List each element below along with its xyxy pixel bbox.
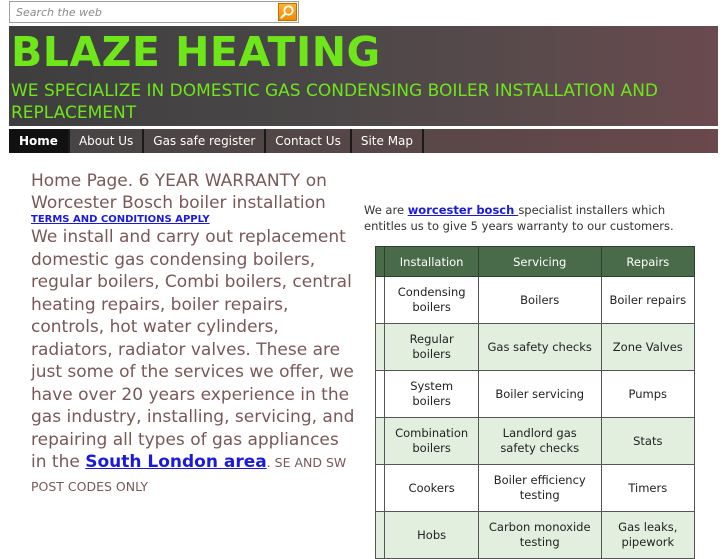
site-tagline: WE SPECIALIZE IN DOMESTIC GAS CONDENSING BOILER INSTALLATION AND REPLACEMENT xyxy=(11,81,658,123)
table-cell: Condensing boilers xyxy=(385,277,478,324)
table-cell: Regular boilers xyxy=(385,324,478,371)
table-cell: Boiler repairs xyxy=(601,277,694,324)
table-cell: Timers xyxy=(601,465,694,512)
table-row xyxy=(376,465,695,512)
search-box xyxy=(9,1,299,23)
table-cell: Landlord gas safety checks xyxy=(478,418,601,465)
postcodes-note: . SE AND SW POST CODES ONLY xyxy=(31,455,347,494)
table-cell: Boiler servicing xyxy=(478,371,601,418)
header-installation: Installation xyxy=(385,247,478,277)
search-button[interactable] xyxy=(278,3,297,21)
nav-site-map[interactable]: Site Map xyxy=(352,129,424,153)
table-cell: Combination boilers xyxy=(385,418,478,465)
nav-gas-safe-register[interactable]: Gas safe register xyxy=(144,129,266,153)
table-row xyxy=(376,418,695,465)
table-cell: System boilers xyxy=(385,371,478,418)
main-nav xyxy=(9,129,718,153)
header-repairs: Repairs xyxy=(601,247,694,277)
search-input[interactable] xyxy=(10,2,280,22)
table-cell-blank xyxy=(376,465,385,512)
table-row xyxy=(376,324,695,371)
table-cell: Pumps xyxy=(601,371,694,418)
site-title[interactable]: BLAZE HEATING xyxy=(11,28,381,76)
services-description xyxy=(31,226,356,498)
south-london-link[interactable]: South London area xyxy=(85,452,267,472)
table-header-blank xyxy=(376,247,385,277)
nav-home[interactable]: Home xyxy=(9,129,70,153)
table-cell: Gas leaks, pipework xyxy=(601,512,694,559)
services-table xyxy=(375,246,695,559)
table-row xyxy=(376,277,695,324)
table-header-row xyxy=(376,247,695,277)
warranty-intro-after: specialist installers which entitles us to give 5 years warranty to our customers. xyxy=(364,203,674,233)
table-cell: Stats xyxy=(601,418,694,465)
terms-link[interactable]: TERMS AND CONDITIONS APPLY xyxy=(31,214,210,225)
table-cell-blank xyxy=(376,324,385,371)
table-cell: Boilers xyxy=(478,277,601,324)
services-description-text: We install and carry out replacement domestic gas condensing boilers, regular boilers, Combi boilers, central heating repairs, boiler repairs, controls, hot water cylinders, radiators, radiator valves. These are just some of the services we offer, we have over 20 years experience in the gas industry, installing, servicing, and repairing all types of gas appliances in the xyxy=(31,227,355,472)
nav-about-us[interactable]: About Us xyxy=(70,129,144,153)
table-cell: Boiler efficiency testing xyxy=(478,465,601,512)
main-content xyxy=(31,170,356,498)
worcester-bosch-link[interactable]: worcester bosch xyxy=(407,203,519,217)
warranty-intro-before: We are xyxy=(364,203,408,217)
table-cell: Gas safety checks xyxy=(478,324,601,371)
site-header xyxy=(9,26,718,126)
header-servicing: Servicing xyxy=(478,247,601,277)
table-row xyxy=(376,371,695,418)
table-cell-blank xyxy=(376,418,385,465)
table-cell: Cookers xyxy=(385,465,478,512)
table-cell: Zone Valves xyxy=(601,324,694,371)
search-icon xyxy=(279,4,296,20)
table-cell-blank xyxy=(376,512,385,559)
nav-contact-us[interactable]: Contact Us xyxy=(266,129,352,153)
table-cell-blank xyxy=(376,371,385,418)
warranty-intro xyxy=(364,202,704,234)
table-row xyxy=(376,512,695,559)
table-cell: Carbon monoxide testing xyxy=(478,512,601,559)
table-cell-blank xyxy=(376,277,385,324)
table-cell: Hobs xyxy=(385,512,478,559)
page-intro-heading: Home Page. 6 YEAR WARRANTY on Worcester Bosch boiler installation xyxy=(31,171,327,213)
